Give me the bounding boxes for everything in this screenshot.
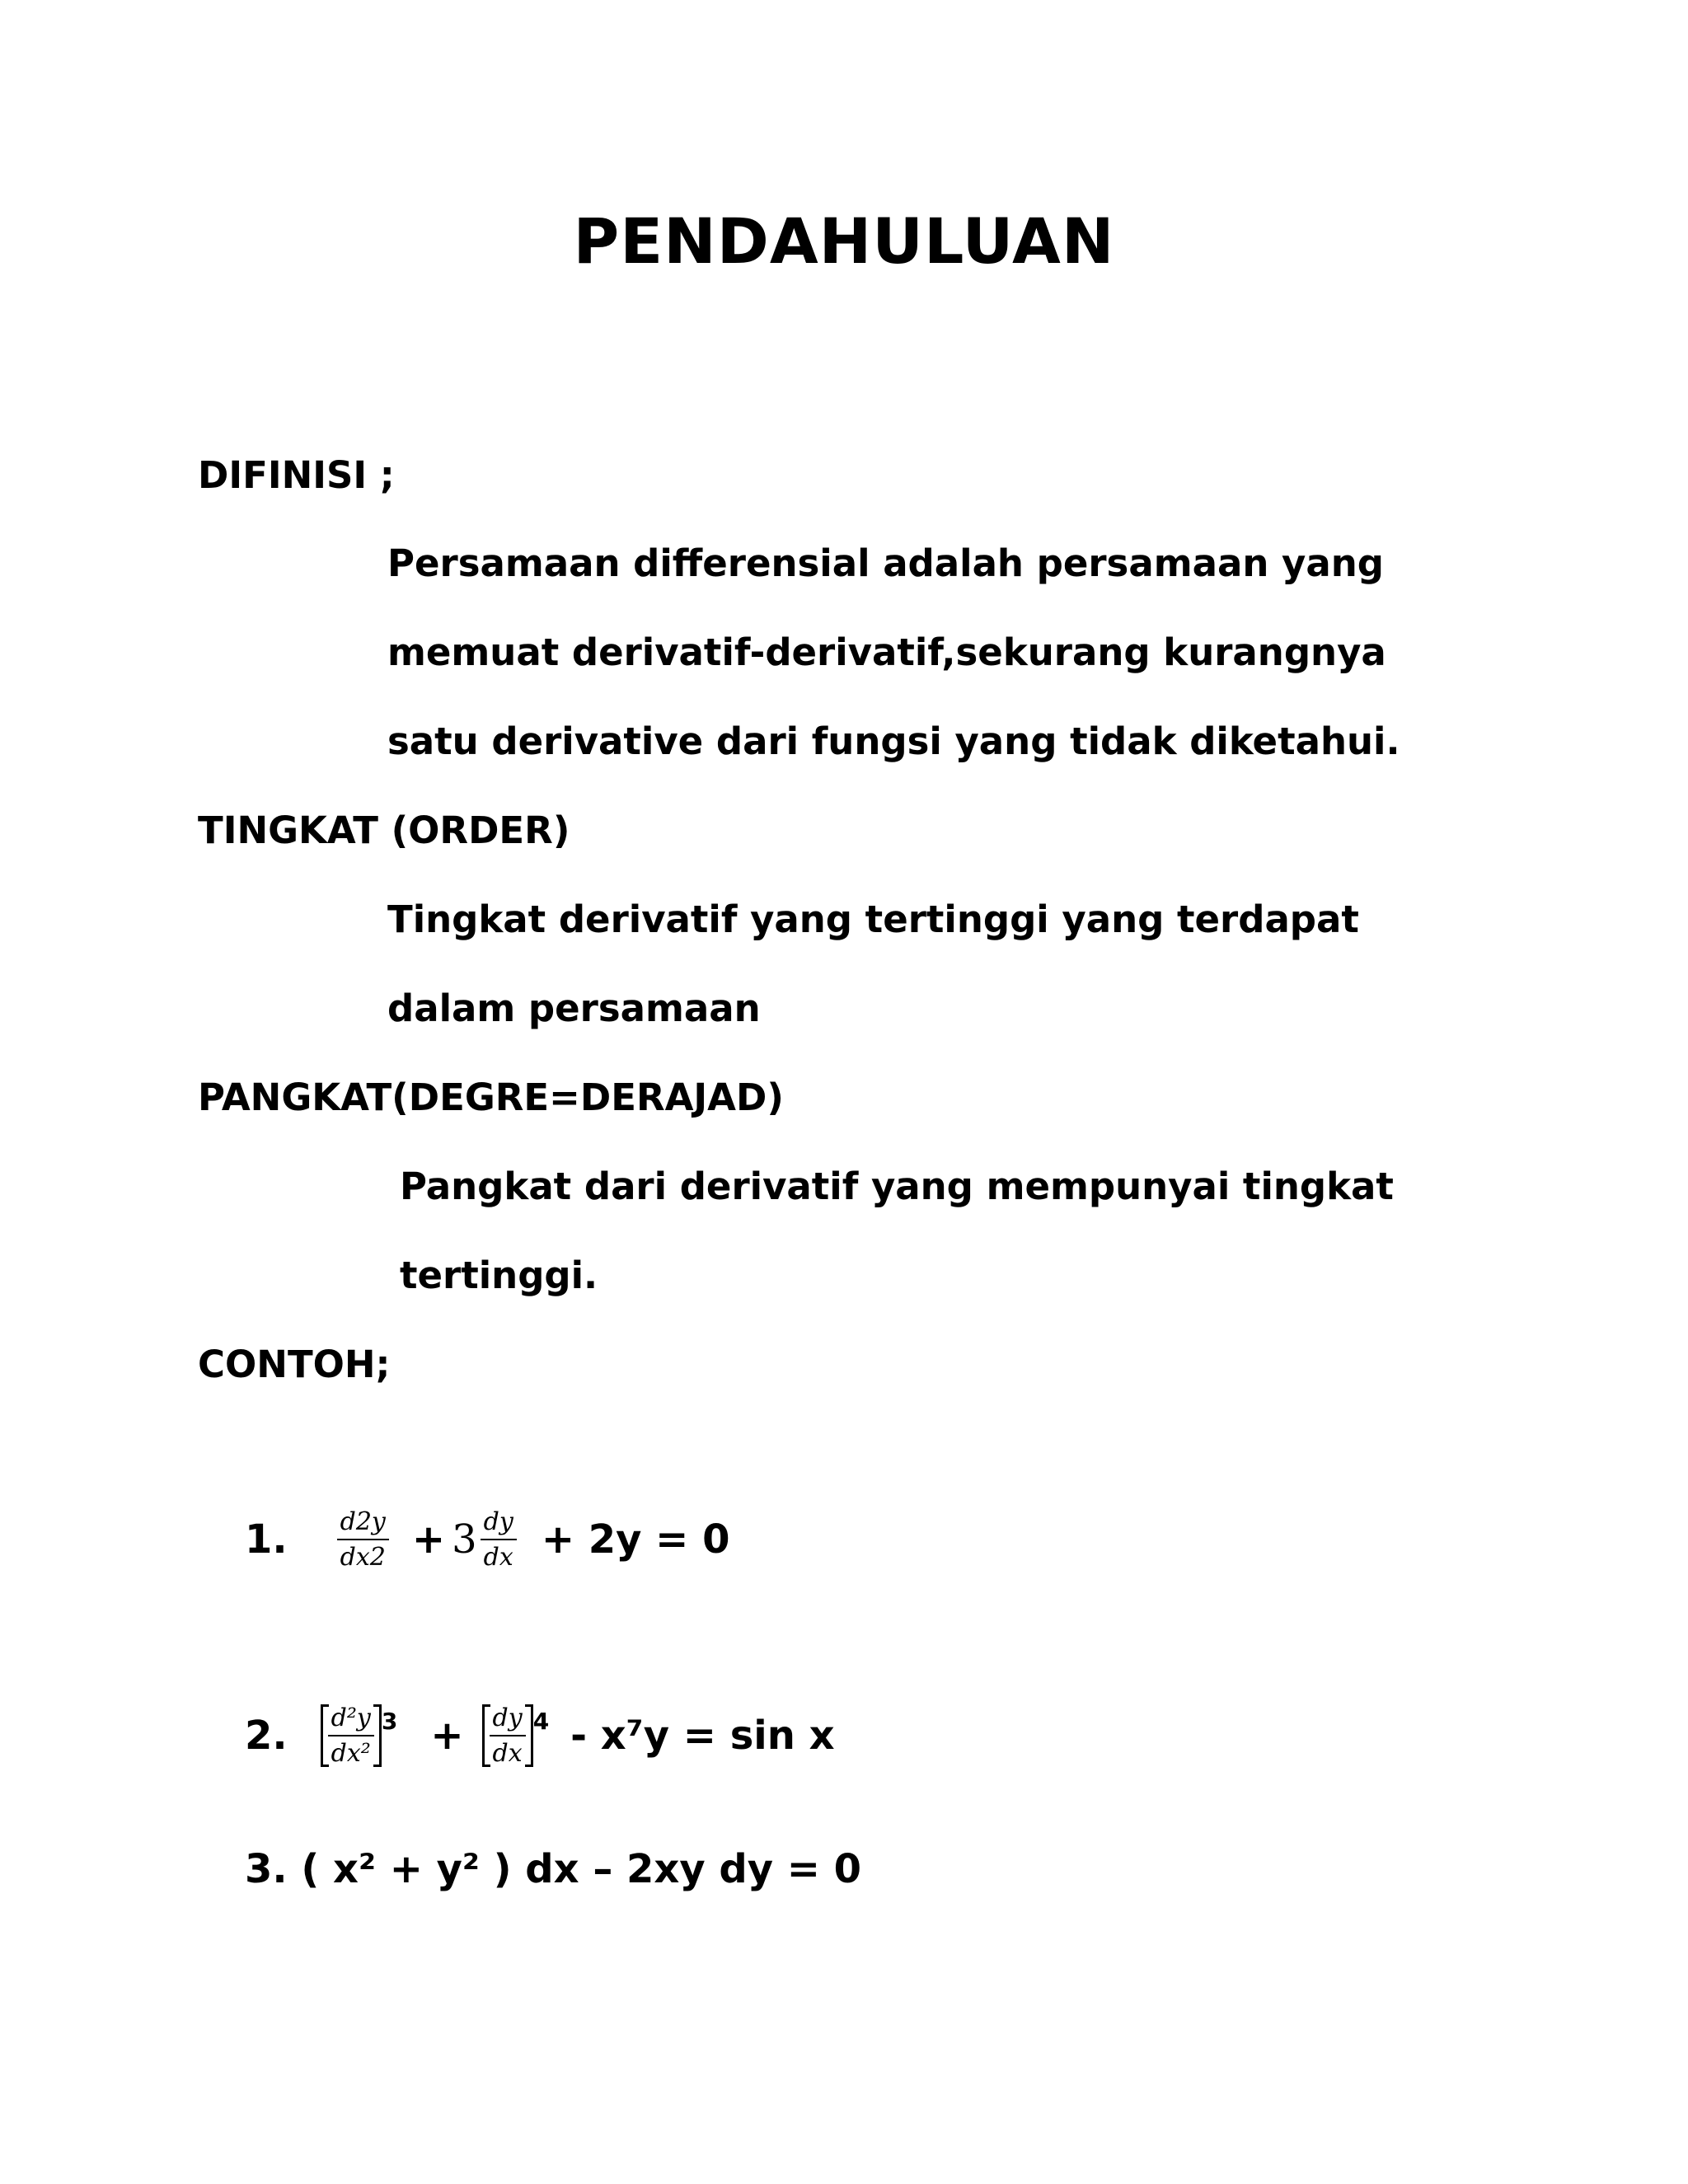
equation-2: [245, 1704, 835, 1767]
definisi-line-1: Persamaan differensial adalah persamaan yang: [387, 541, 1384, 585]
equation-2-number: 2.: [245, 1713, 288, 1759]
definisi-heading: DIFINISI ;: [198, 453, 395, 497]
tingkat-line-2: dalam persamaan: [387, 987, 761, 1030]
equation-2-fraction-1: [328, 1704, 374, 1767]
equation-2-fraction-2: [490, 1704, 526, 1767]
contoh-heading: CONTOH;: [198, 1343, 391, 1386]
tingkat-line-1: Tingkat derivatif yang tertinggi yang terdapat: [387, 898, 1359, 941]
pangkat-line-1: Pangkat dari derivatif yang mempunyai tingkat: [400, 1165, 1394, 1208]
pangkat-line-2: tertinggi.: [400, 1254, 598, 1297]
tingkat-heading: TINGKAT (ORDER): [198, 808, 570, 852]
exponent: 4: [532, 1707, 550, 1735]
fraction-numerator: d2y: [337, 1508, 389, 1540]
fraction-denominator: dx2: [340, 1543, 386, 1572]
equation-1-number: 1.: [245, 1516, 288, 1563]
definisi-line-2: memuat derivatif-derivatif,sekurang kurangnya: [387, 630, 1386, 674]
bracket-group-1: [321, 1704, 382, 1767]
fraction-numerator: dy: [490, 1704, 526, 1736]
fraction-denominator: dx: [483, 1543, 513, 1572]
page-title: PENDAHULUAN: [573, 204, 1115, 278]
equation-1-rest: + 2y = 0: [541, 1516, 730, 1563]
fraction-denominator: dx²: [331, 1739, 371, 1768]
equation-1: [245, 1508, 729, 1571]
fraction-denominator: dx: [492, 1739, 523, 1768]
coefficient: 3: [452, 1516, 477, 1563]
exponent: 3: [381, 1707, 398, 1735]
equation-2-rest: - x⁷y = sin x: [570, 1713, 835, 1759]
equation-1-fraction-2: [481, 1508, 517, 1571]
bracket-group-2: [482, 1704, 533, 1767]
pangkat-heading: PANGKAT(DEGRE=DERAJAD): [198, 1076, 784, 1119]
equation-3: 3. ( x² + y² ) dx – 2xy dy = 0: [245, 1846, 862, 1892]
definisi-line-3: satu derivative dari fungsi yang tidak diketahui.: [387, 719, 1400, 763]
fraction-numerator: dy: [481, 1508, 517, 1540]
plus-sign: +: [430, 1713, 464, 1759]
fraction-numerator: d²y: [328, 1704, 374, 1736]
plus-sign: +: [411, 1516, 446, 1563]
equation-1-fraction-1: [337, 1508, 389, 1571]
